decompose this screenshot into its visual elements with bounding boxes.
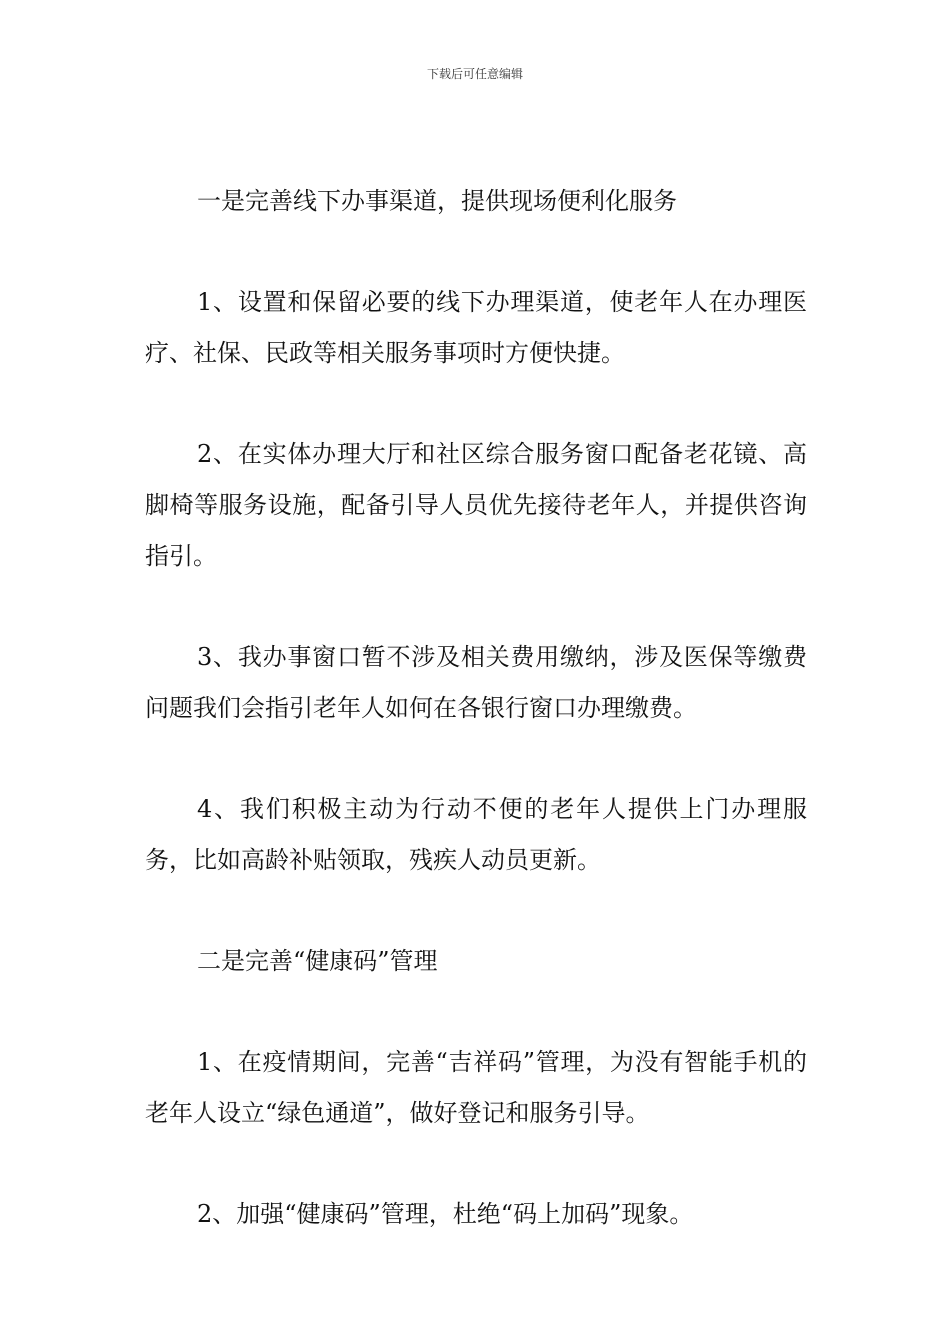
paragraph-green-channel: 1、在疫情期间，完善“吉祥码”管理，为没有智能手机的老年人设立“绿色通道”，做好登记和服务引导。: [145, 1048, 807, 1127]
paragraph-health-code-management: 2、加强“健康码”管理，杜绝“码上加码”现象。: [197, 1200, 694, 1228]
section-heading-offline-services: 一是完善线下办事渠道，提供现场便利化服务: [197, 187, 677, 215]
document-body: [145, 176, 807, 1290]
section-heading-health-code: 二是完善“健康码”管理: [197, 947, 438, 975]
paragraph-fee-payment: 3、我办事窗口暂不涉及相关费用缴纳，涉及医保等缴费问题我们会指引老年人如何在各银行窗口办理缴费。: [145, 643, 807, 722]
paragraph-home-services: 4、我们积极主动为行动不便的老年人提供上门办理服务，比如高龄补贴领取，残疾人动员更新。: [145, 795, 807, 874]
paragraph-offline-channels: 1、设置和保留必要的线下办理渠道，使老年人在办理医疗、社保、民政等相关服务事项时方便快捷。: [145, 288, 807, 367]
page-header: 下载后可任意编辑: [426, 67, 523, 81]
paragraph-service-facilities: 2、在实体办理大厅和社区综合服务窗口配备老花镜、高脚椅等服务设施，配备引导人员优先接待老年人，并提供咨询指引。: [145, 440, 807, 570]
